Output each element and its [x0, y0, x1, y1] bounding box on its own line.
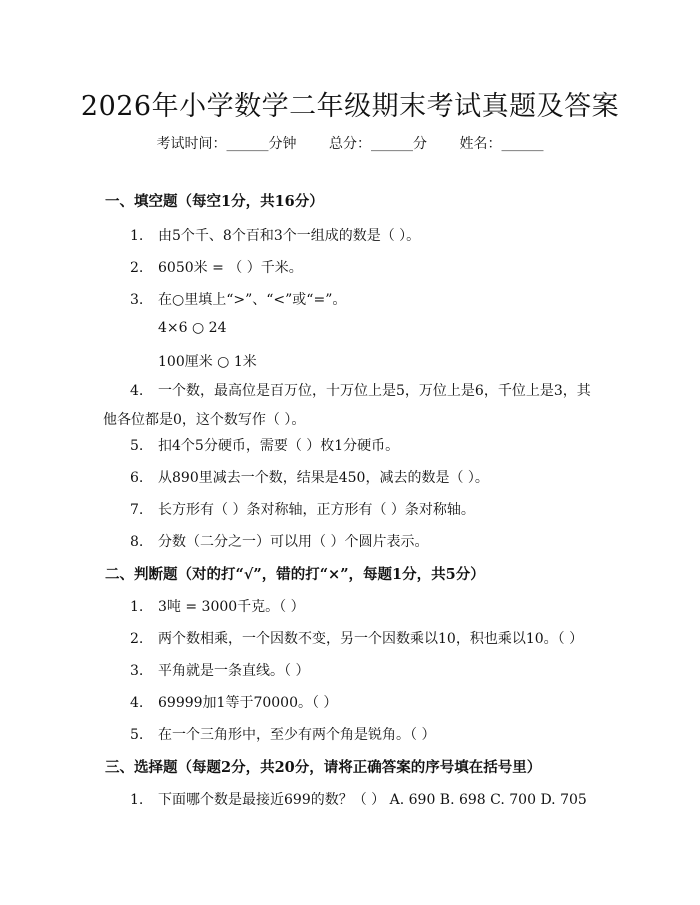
question-item: [130, 628, 583, 648]
question-item: [130, 596, 305, 616]
question-item: [130, 257, 303, 277]
question-number: 1.: [130, 599, 144, 615]
question-item: [130, 435, 399, 455]
section-heading-fill-in: 一、填空题（每空1分，共16分）: [105, 193, 324, 210]
question-text: 3吨 = 3000千克。（ ）: [158, 599, 305, 615]
question-item: [130, 467, 489, 487]
question-number: 1.: [130, 792, 144, 808]
question-item: [130, 724, 435, 744]
question-text: 6050米 = （ ）千米。: [158, 260, 303, 276]
question-item: [103, 377, 603, 435]
question-number: 7.: [130, 502, 144, 518]
question-text: 两个数相乘，一个因数不变，另一个因数乘以10，积也乘以10。（ ）: [158, 631, 584, 647]
question-text: 下面哪个数是最接近699的数？（ ） A. 690 B. 698 C. 700 D. 705: [158, 792, 587, 808]
total-score-field: 总分：______分: [329, 136, 427, 152]
question-number: 3.: [130, 292, 144, 308]
question-text: 扣4个5分硬币，需要（ ）枚1分硬币。: [158, 438, 400, 454]
question-number: 2.: [130, 260, 144, 276]
question-text: 在一个三角形中，至少有两个角是锐角。（ ）: [158, 727, 436, 743]
question-item: [130, 789, 587, 809]
question-text: 平角就是一条直线。（ ）: [158, 663, 310, 679]
question-number: 5.: [130, 727, 144, 743]
question-item: [130, 531, 428, 551]
student-name-field: 姓名：______: [459, 136, 544, 152]
question-text: 分数（二分之一）可以用（ ）个圆片表示。: [158, 534, 429, 550]
question-number: 4.: [130, 383, 144, 399]
question-number: 1.: [130, 228, 144, 244]
question-item: [130, 499, 475, 519]
sub-question: 4×6 ○ 24: [158, 320, 227, 336]
question-item: [130, 289, 346, 309]
question-text: 在○里填上“>”、“<”或“=”。: [158, 292, 347, 308]
question-item: [130, 660, 309, 680]
question-text: 长方形有（ ）条对称轴，正方形有（ ）条对称轴。: [158, 502, 475, 518]
question-number: 3.: [130, 663, 144, 679]
section-heading-multiple-choice: 三、选择题（每题2分，共20分，请将正确答案的序号填在括号里）: [105, 759, 542, 776]
question-text: 一个数，最高位是百万位，十万位上是5，万位上是6，千位上是3，其他各位都是0，这个数写作（ ）。: [103, 383, 591, 428]
question-text: 由5个千、8个百和3个一组成的数是（ ）。: [158, 228, 421, 244]
exam-meta: [0, 133, 700, 153]
question-number: 8.: [130, 534, 144, 550]
section-heading-true-false: 二、判断题（对的打“√”，错的打“×”，每题1分，共5分）: [105, 566, 485, 583]
question-item: [130, 225, 420, 245]
question-number: 5.: [130, 438, 144, 454]
question-text: 69999加1等于70000。（ ）: [158, 695, 338, 711]
page-title: 2026年小学数学二年级期末考试真题及答案: [80, 91, 620, 122]
question-text: 从890里减去一个数，结果是450，减去的数是（ ）。: [158, 470, 489, 486]
exam-time-field: 考试时间：______分钟: [156, 136, 297, 152]
question-number: 4.: [130, 695, 144, 711]
question-item: [130, 692, 337, 712]
question-number: 6.: [130, 470, 144, 486]
sub-question: 100厘米 ○ 1米: [158, 354, 257, 370]
question-number: 2.: [130, 631, 144, 647]
